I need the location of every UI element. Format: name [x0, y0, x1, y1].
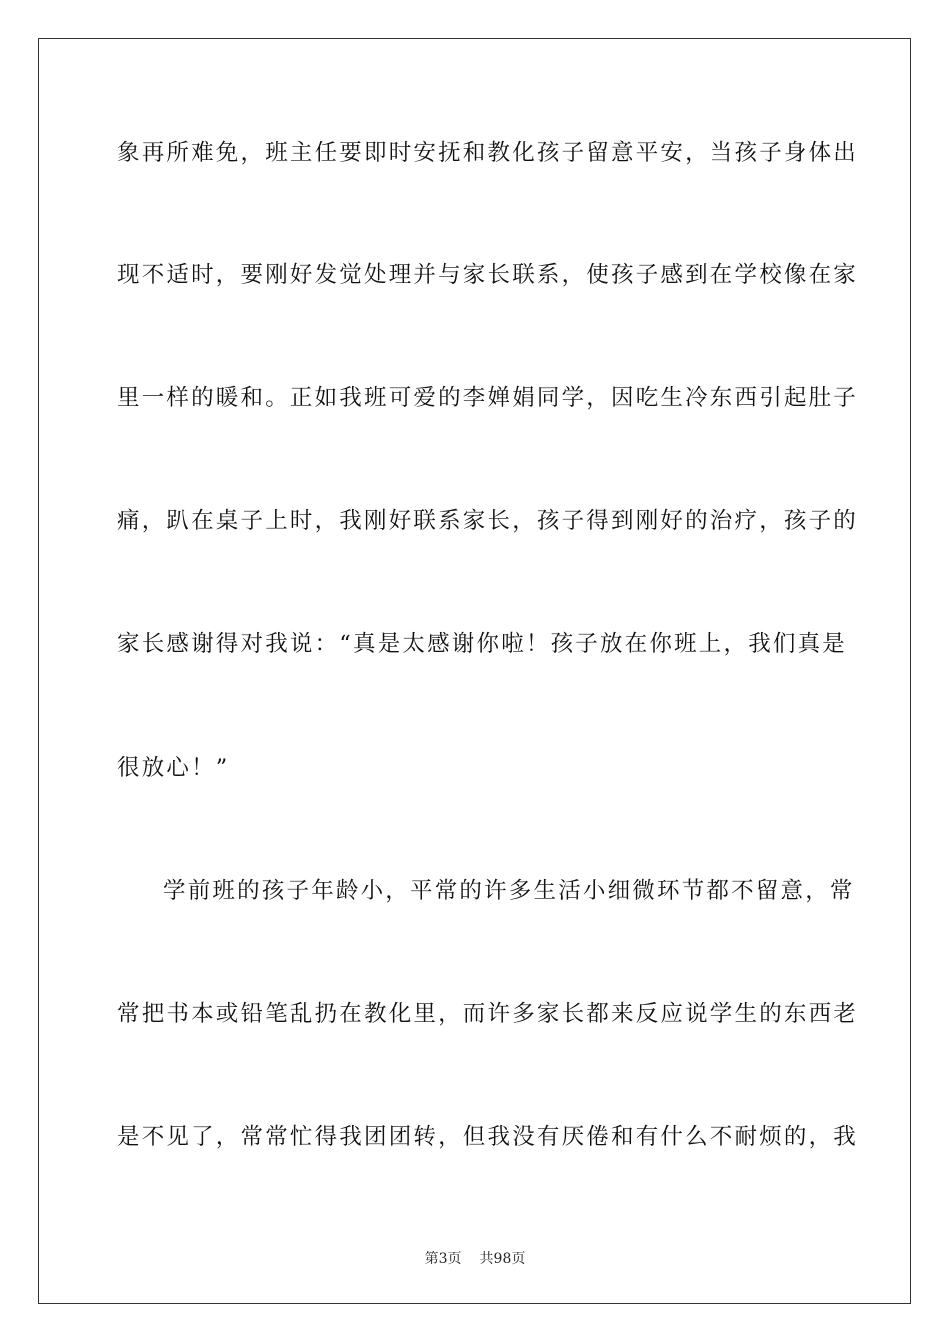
total-page-count: 共98页: [479, 1251, 526, 1267]
text-line-8: 常把书本或铅笔乱扔在教化里，而许多家长都来反应说学生的东西老: [117, 1001, 859, 1027]
text-line-6: 很放心！”: [117, 755, 230, 781]
page-border: [38, 38, 911, 1304]
current-page-number: 第3页: [424, 1251, 462, 1267]
text-line-7-paragraph-start: 学前班的孩子年龄小，平常的许多生活小细微环节都不留意，常: [163, 878, 855, 904]
text-line-2: 现不适时，要刚好发觉处理并与家长联系，使孩子感到在学校像在家: [117, 262, 859, 288]
text-line-9: 是不见了，常常忙得我团团转，但我没有厌倦和有什么不耐烦的，我: [117, 1124, 859, 1150]
page-footer: [0, 1248, 950, 1268]
text-line-4: 痛，趴在桌子上时，我刚好联系家长，孩子得到刚好的治疗，孩子的: [117, 508, 859, 534]
text-line-1: 象再所难免，班主任要即时安抚和教化孩子留意平安，当孩子身体出: [117, 140, 859, 166]
text-line-5: 家长感谢得对我说：“真是太感谢你啦！孩子放在你班上，我们真是: [117, 631, 848, 657]
text-line-3: 里一样的暖和。正如我班可爱的李婵娟同学，因吃生冷东西引起肚子: [117, 385, 859, 411]
